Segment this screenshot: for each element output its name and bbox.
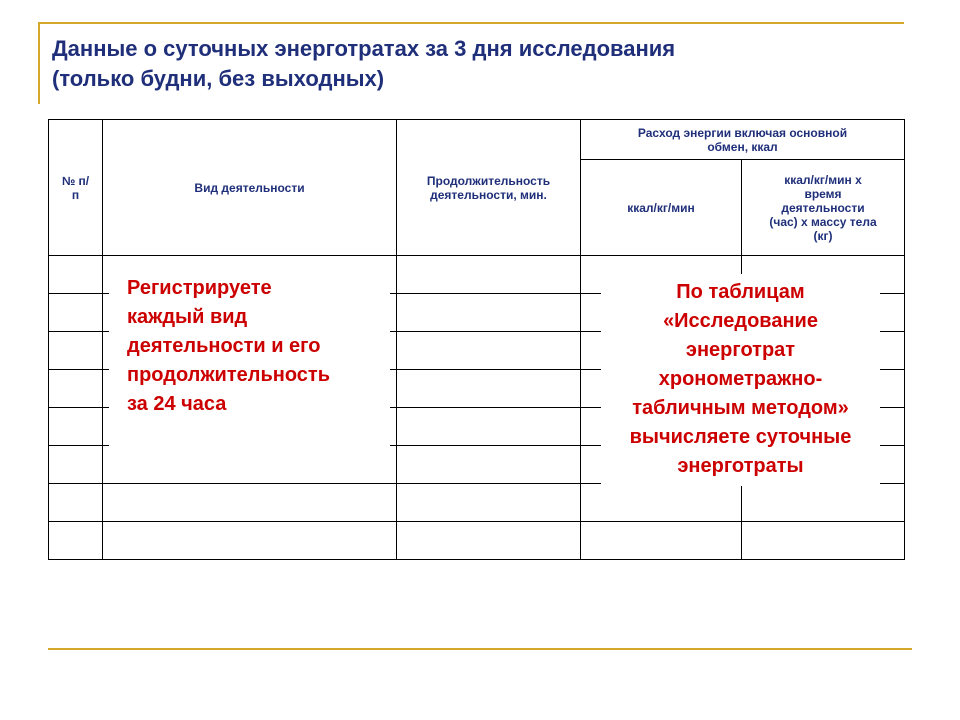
note-register-activities (109, 270, 390, 448)
table-cell (397, 256, 581, 294)
header-expense-line-1: Расход энергии включая основной (637, 125, 848, 140)
header-total-line-4: (час) х массу тела (769, 214, 877, 229)
header-duration (397, 120, 581, 256)
table-cell (742, 484, 905, 522)
header-expense-line-2: обмен, ккал (707, 139, 778, 154)
table-cell (397, 484, 581, 522)
table-cell (49, 332, 103, 370)
page-title (52, 34, 912, 94)
table-row (49, 484, 905, 522)
header-num-line-2: п (71, 187, 80, 202)
note-left-line-2: каждый вид (127, 306, 248, 328)
bottom-rule (48, 648, 912, 650)
header-total-line-5: (кг) (813, 228, 833, 243)
note-left-line-1: Регистрируете (127, 277, 272, 299)
table-cell (103, 484, 397, 522)
table-cell (397, 294, 581, 332)
header-total-line-1: ккал/кг/мин х (784, 172, 862, 187)
table-row (49, 522, 905, 560)
table-cell (581, 522, 742, 560)
note-left-line-5: за 24 часа (127, 393, 227, 415)
note-right-line-6: вычисляете суточные (629, 426, 852, 448)
note-right-line-1: По таблицам (676, 281, 805, 303)
header-kcal-total (742, 160, 905, 256)
note-left-line-3: деятельности и его (127, 335, 321, 357)
top-rule (38, 22, 904, 24)
table-cell (103, 446, 397, 484)
header-duration-line-2: деятельности, мин. (430, 187, 547, 202)
header-activity: Вид деятельности (103, 120, 397, 256)
table-cell (49, 484, 103, 522)
table-cell (49, 446, 103, 484)
note-right-line-3: энерготрат (685, 339, 796, 361)
title-line-1: Данные о суточных энерготратах за 3 дня исследования (52, 36, 676, 61)
header-num (49, 120, 103, 256)
note-right-line-7: энерготраты (677, 455, 804, 477)
table-cell (397, 522, 581, 560)
table-cell (49, 408, 103, 446)
table-cell (581, 484, 742, 522)
header-num-line-1: № п/ (61, 173, 90, 188)
table-cell (49, 370, 103, 408)
header-total-line-3: деятельности (781, 200, 865, 215)
table-cell (742, 522, 905, 560)
note-right-line-4: хронометражно- (658, 368, 823, 390)
header-expense-group (581, 120, 905, 160)
left-rule (38, 22, 40, 104)
table-cell (49, 522, 103, 560)
table-cell (397, 446, 581, 484)
title-line-2: (только будни, без выходных) (52, 66, 385, 91)
header-duration-line-1: Продолжительность (426, 173, 551, 188)
header-kcal-kg-min: ккал/кг/мин (581, 160, 742, 256)
header-total-line-2: время (804, 186, 842, 201)
table-cell (397, 332, 581, 370)
note-right-line-5: табличным методом» (632, 397, 849, 419)
note-calculate-expenditure (601, 274, 880, 486)
table-cell (397, 408, 581, 446)
table-cell (49, 294, 103, 332)
table-cell (397, 370, 581, 408)
note-left-line-4: продолжительность (127, 364, 331, 386)
table-cell (103, 522, 397, 560)
note-right-line-2: «Исследование (663, 310, 818, 332)
table-cell (49, 256, 103, 294)
